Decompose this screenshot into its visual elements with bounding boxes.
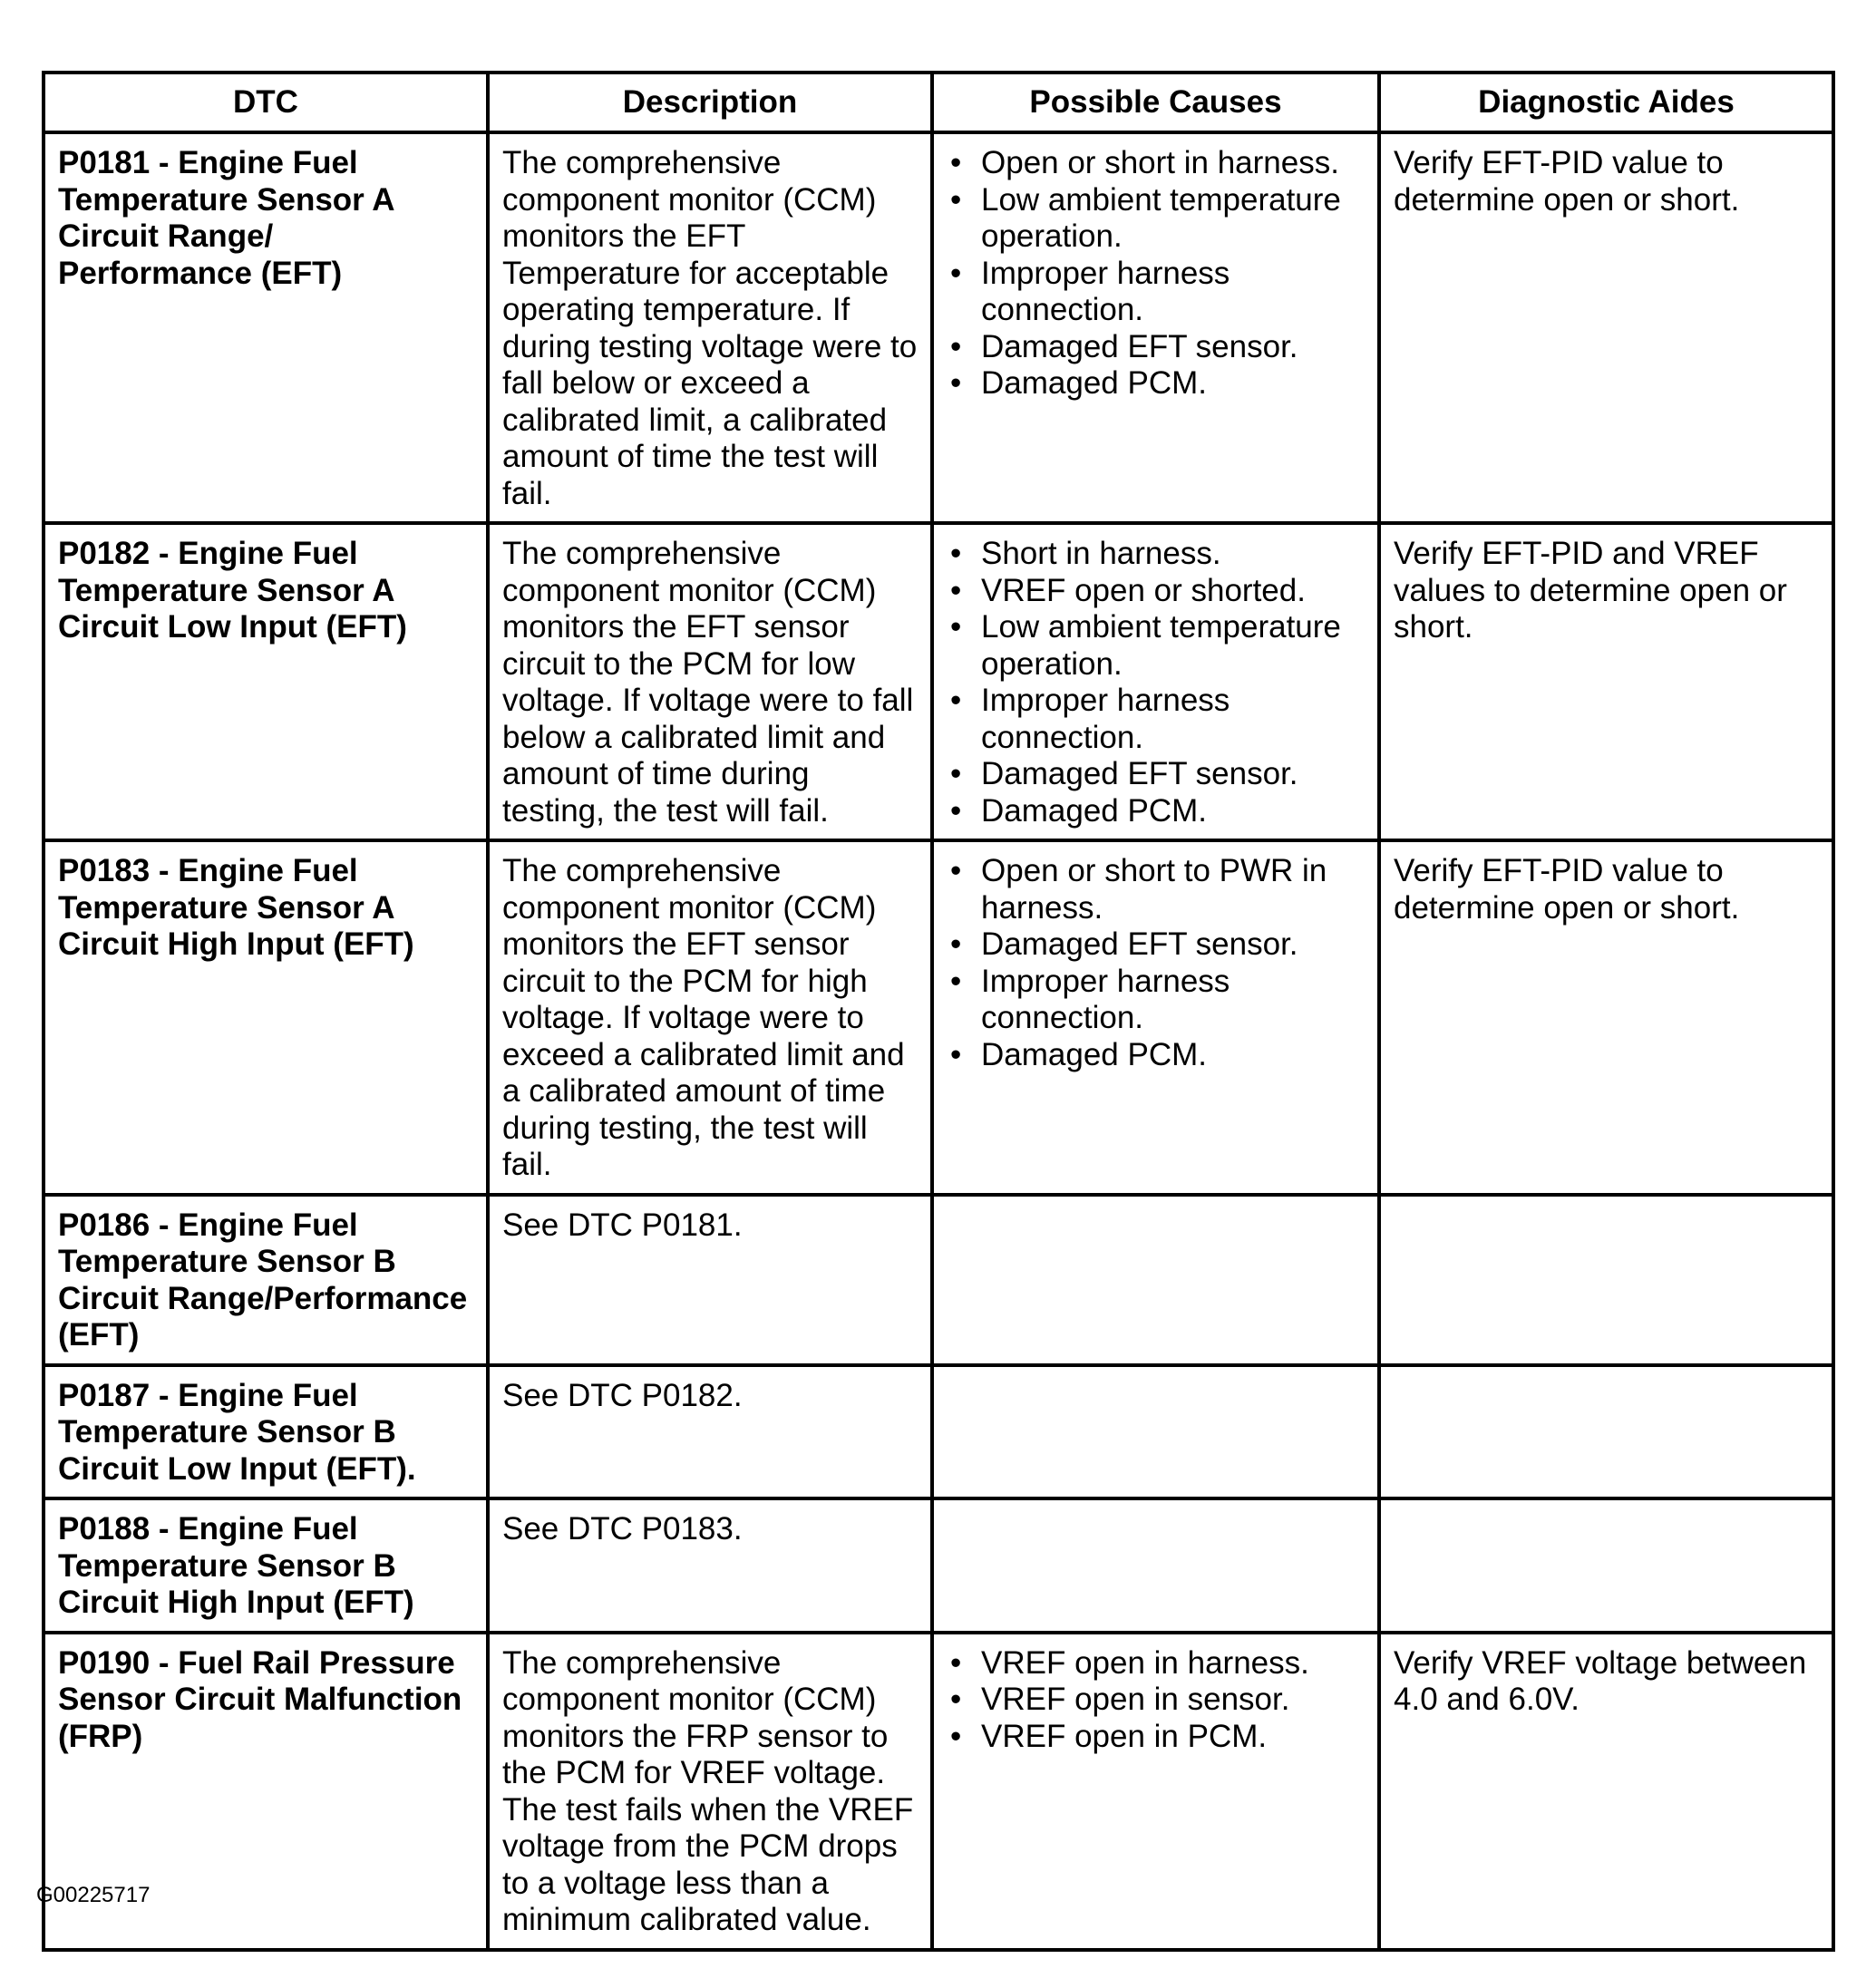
header-description: Description <box>488 73 932 132</box>
causes-list <box>947 1645 1365 1756</box>
possible-causes-cell <box>932 1365 1379 1499</box>
description-cell: The comprehensive component monitor (CCM) monitors the EFT sensor circuit to the PCM for high voltage. If voltage were to exceed a calibrated limit and a calibrated amount of time during testing, the test will fail. <box>488 840 932 1195</box>
cause-item: • Damaged EFT sensor. <box>947 926 1365 964</box>
cause-item: • VREF open in sensor. <box>947 1682 1365 1719</box>
table-row <box>44 132 1833 523</box>
description-cell: See DTC P0181. <box>488 1195 932 1365</box>
possible-causes-cell <box>932 523 1379 840</box>
causes-list <box>947 853 1365 1073</box>
cause-item: • Open or short in harness. <box>947 145 1365 182</box>
diagnostic-aides-cell <box>1379 1498 1833 1633</box>
description-cell: The comprehensive component monitor (CCM) monitors the EFT sensor circuit to the PCM for low voltage. If voltage were to fall below a calibrated limit and amount of time during testing, the test will fail. <box>488 523 932 840</box>
cause-item: • Damaged EFT sensor. <box>947 329 1365 366</box>
cause-item: • Damaged PCM. <box>947 1037 1365 1074</box>
dtc-cell: P0183 - Engine Fuel Temperature Sensor A Circuit High Input (EFT) <box>44 840 488 1195</box>
dtc-cell: P0186 - Engine Fuel Temperature Sensor B Circuit Range/Performance (EFT) <box>44 1195 488 1365</box>
description-cell: See DTC P0182. <box>488 1365 932 1499</box>
table-row <box>44 1498 1833 1633</box>
cause-item: • Improper harness connection. <box>947 964 1365 1037</box>
header-diagnostic-aides: Diagnostic Aides <box>1379 73 1833 132</box>
possible-causes-cell <box>932 1195 1379 1365</box>
table-row <box>44 1365 1833 1499</box>
description-cell: The comprehensive component monitor (CCM) monitors the EFT Temperature for acceptable operating temperature. If during testing voltage were to fall below or exceed a calibrated limit, a calibrated amount of time the test will fail. <box>488 132 932 523</box>
header-dtc: DTC <box>44 73 488 132</box>
cause-item: • Low ambient temperature operation. <box>947 609 1365 683</box>
table-row <box>44 1195 1833 1365</box>
dtc-table <box>42 71 1835 1952</box>
cause-item: • VREF open in PCM. <box>947 1719 1365 1756</box>
cause-item: • Improper harness connection. <box>947 683 1365 756</box>
dtc-cell: P0187 - Engine Fuel Temperature Sensor B Circuit Low Input (EFT). <box>44 1365 488 1499</box>
diagnostic-aides-cell: Verify VREF voltage between 4.0 and 6.0V. <box>1379 1633 1833 1950</box>
cause-item: • Low ambient temperature operation. <box>947 182 1365 256</box>
diagnostic-aides-cell: Verify EFT-PID and VREF values to determine open or short. <box>1379 523 1833 840</box>
cause-item: • Damaged EFT sensor. <box>947 756 1365 793</box>
table-row <box>44 1633 1833 1950</box>
cause-item: • Open or short to PWR in harness. <box>947 853 1365 926</box>
cause-item: • Damaged PCM. <box>947 365 1365 402</box>
possible-causes-cell <box>932 1633 1379 1950</box>
cause-item: • Damaged PCM. <box>947 793 1365 830</box>
dtc-cell: P0188 - Engine Fuel Temperature Sensor B Circuit High Input (EFT) <box>44 1498 488 1633</box>
header-possible-causes: Possible Causes <box>932 73 1379 132</box>
dtc-cell: P0181 - Engine Fuel Temperature Sensor A Circuit Range/ Performance (EFT) <box>44 132 488 523</box>
description-cell: See DTC P0183. <box>488 1498 932 1633</box>
causes-list <box>947 145 1365 402</box>
diagnostic-aides-cell <box>1379 1365 1833 1499</box>
table-row <box>44 523 1833 840</box>
possible-causes-cell <box>932 840 1379 1195</box>
possible-causes-cell <box>932 132 1379 523</box>
possible-causes-cell <box>932 1498 1379 1633</box>
table-header-row <box>44 73 1833 132</box>
description-cell: The comprehensive component monitor (CCM) monitors the FRP sensor to the PCM for VREF voltage. The test fails when the VREF voltage from the PCM drops to a voltage less than a minimum calibrated value. <box>488 1633 932 1950</box>
cause-item: • VREF open in harness. <box>947 1645 1365 1682</box>
figure-id: G00225717 <box>36 1883 151 1907</box>
dtc-cell: P0190 - Fuel Rail Pressure Sensor Circuit Malfunction (FRP) <box>44 1633 488 1950</box>
dtc-cell: P0182 - Engine Fuel Temperature Sensor A Circuit Low Input (EFT) <box>44 523 488 840</box>
table-body <box>44 132 1833 1950</box>
causes-list <box>947 536 1365 829</box>
diagnostic-aides-cell <box>1379 1195 1833 1365</box>
table-row <box>44 840 1833 1195</box>
diagnostic-aides-cell: Verify EFT-PID value to determine open or short. <box>1379 132 1833 523</box>
cause-item: • VREF open or shorted. <box>947 573 1365 610</box>
diagnostic-aides-cell: Verify EFT-PID value to determine open or short. <box>1379 840 1833 1195</box>
cause-item: • Improper harness connection. <box>947 256 1365 329</box>
cause-item: • Short in harness. <box>947 536 1365 573</box>
